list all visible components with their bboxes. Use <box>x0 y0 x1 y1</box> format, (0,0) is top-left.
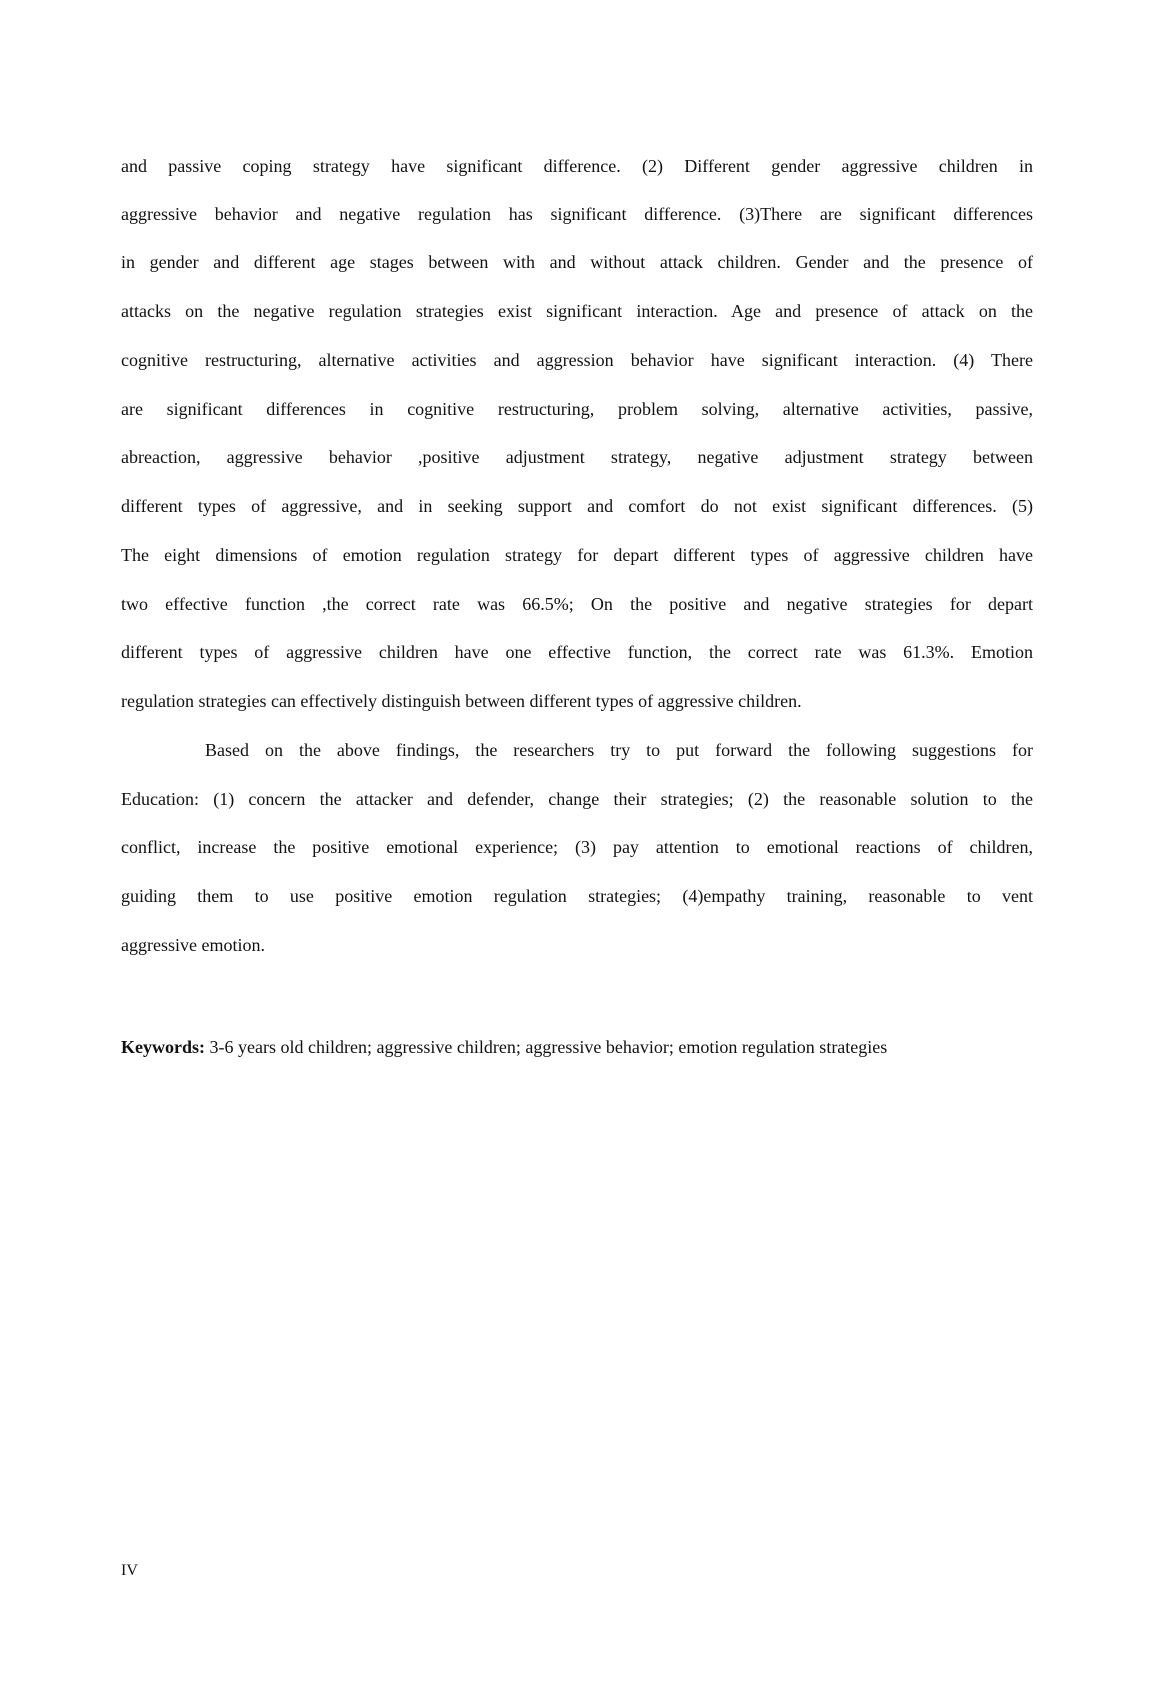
text-line: in gender and different age stages between with and without attack children. Gender and the presence of <box>121 252 1033 272</box>
text-line: aggressive emotion. <box>121 935 265 955</box>
text-line: guiding them to use positive emotion regulation strategies; (4)empathy training, reasonable to vent <box>121 886 1033 906</box>
text-line: abreaction, aggressive behavior ,positive adjustment strategy, negative adjustment strategy between <box>121 447 1033 467</box>
text-line: are significant differences in cognitive restructuring, problem solving, alternative activities, passive, <box>121 399 1033 419</box>
keywords <box>121 1036 887 1058</box>
text-line: Based on the above findings, the researchers try to put forward the following suggestions for <box>205 740 1033 760</box>
text-line: cognitive restructuring, alternative activities and aggression behavior have significant interaction. (4) There <box>121 350 1033 370</box>
text-line: The eight dimensions of emotion regulation strategy for depart different types of aggressive children have <box>121 545 1033 565</box>
text-line: different types of aggressive children have one effective function, the correct rate was 61.3%. Emotion <box>121 642 1033 662</box>
page-number: IV <box>121 1562 138 1579</box>
text-line: attacks on the negative regulation strategies exist significant interaction. Age and presence of attack on the <box>121 301 1033 321</box>
text-line: different types of aggressive, and in seeking support and comfort do not exist significant differences. (5) <box>121 496 1033 516</box>
text-line: aggressive behavior and negative regulation has significant difference. (3)There are significant differences <box>121 204 1033 224</box>
text-line: Education: (1) concern the attacker and defender, change their strategies; (2) the reasonable solution to the <box>121 789 1033 809</box>
text-line: conflict, increase the positive emotional experience; (3) pay attention to emotional reactions of children, <box>121 837 1033 857</box>
keywords-text: 3-6 years old children; aggressive children; aggressive behavior; emotion regulation strategies <box>205 1037 888 1057</box>
text-line: regulation strategies can effectively distinguish between different types of aggressive children. <box>121 691 802 711</box>
text-line: two effective function ,the correct rate was 66.5%; On the positive and negative strategies for depart <box>121 594 1033 614</box>
text-line: and passive coping strategy have significant difference. (2) Different gender aggressive children in <box>121 156 1033 176</box>
keywords-label: Keywords: <box>121 1037 205 1057</box>
